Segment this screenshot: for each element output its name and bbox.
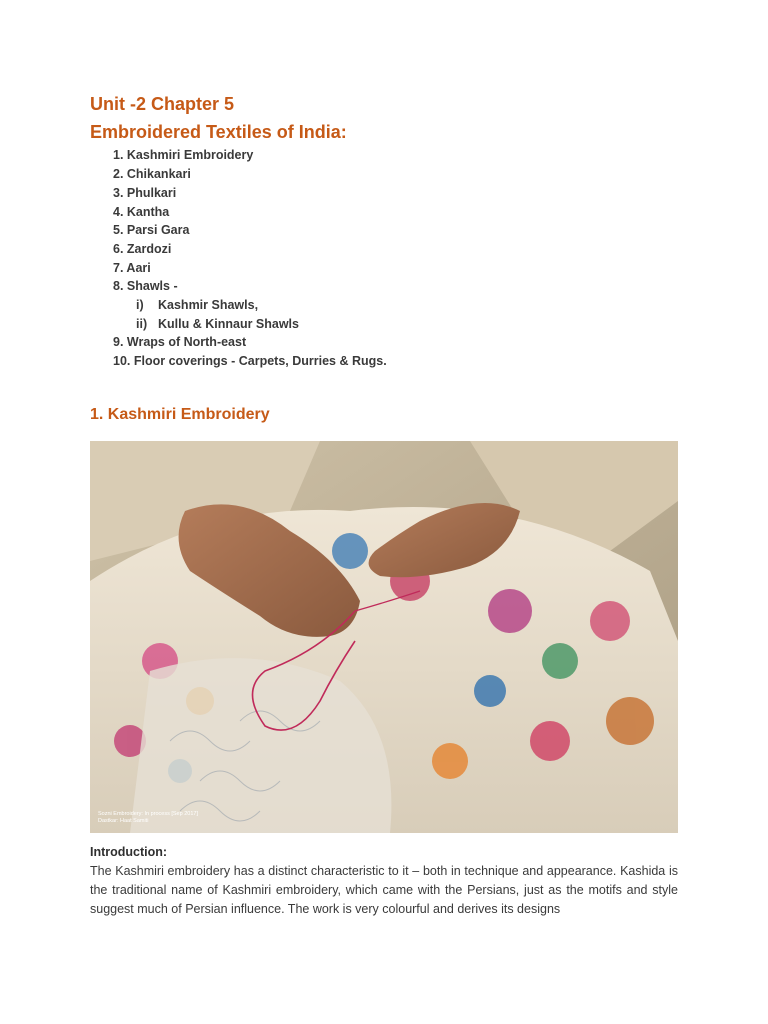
- toc-item: 10. Floor coverings - Carpets, Durries & Rugs.: [113, 354, 387, 368]
- toc-subitem-numeral: i): [136, 298, 144, 312]
- page-title: Embroidered Textiles of India:: [90, 122, 347, 142]
- toc-subitem-label: Kashmir Shawls,: [158, 298, 259, 312]
- toc-item: 2. Chikankari: [113, 167, 191, 181]
- embroidery-illustration: [90, 441, 678, 833]
- toc-subitem: [136, 298, 258, 312]
- introduction-label: Introduction:: [90, 845, 168, 859]
- toc-item: 9. Wraps of North-east: [113, 335, 247, 349]
- section-heading: 1. Kashmiri Embroidery: [90, 406, 270, 423]
- unit-chapter-title: Unit -2 Chapter 5: [90, 94, 235, 114]
- toc-subitem-numeral: ii): [136, 317, 148, 331]
- toc-subitem: [136, 317, 299, 331]
- toc-item: 7. Aari: [113, 261, 151, 275]
- photo-caption-line: Dastkar: Haat Samiti: [98, 818, 149, 824]
- toc-item: 6. Zardozi: [113, 242, 172, 256]
- photo-caption-line: Sozni Embroidery: In process [Sep 2017]: [98, 811, 198, 817]
- introduction-paragraph: The Kashmiri embroidery has a distinct characteristic to it – both in technique and appearance. Kashida is the traditional name of Kashmiri embroidery, which came with the Persians, just as the motifs and style suggest much of Persian influence. The work is very colourful and derives its designs: [90, 864, 678, 916]
- toc-subitem-label: Kullu & Kinnaur Shawls: [158, 317, 299, 331]
- toc-item: 5. Parsi Gara: [113, 223, 190, 237]
- toc-item: 3. Phulkari: [113, 186, 177, 200]
- toc-item: 1. Kashmiri Embroidery: [113, 148, 254, 162]
- embroidery-photo: [90, 441, 678, 833]
- toc-item: 8. Shawls -: [113, 279, 178, 293]
- toc-item: 4. Kantha: [113, 205, 170, 219]
